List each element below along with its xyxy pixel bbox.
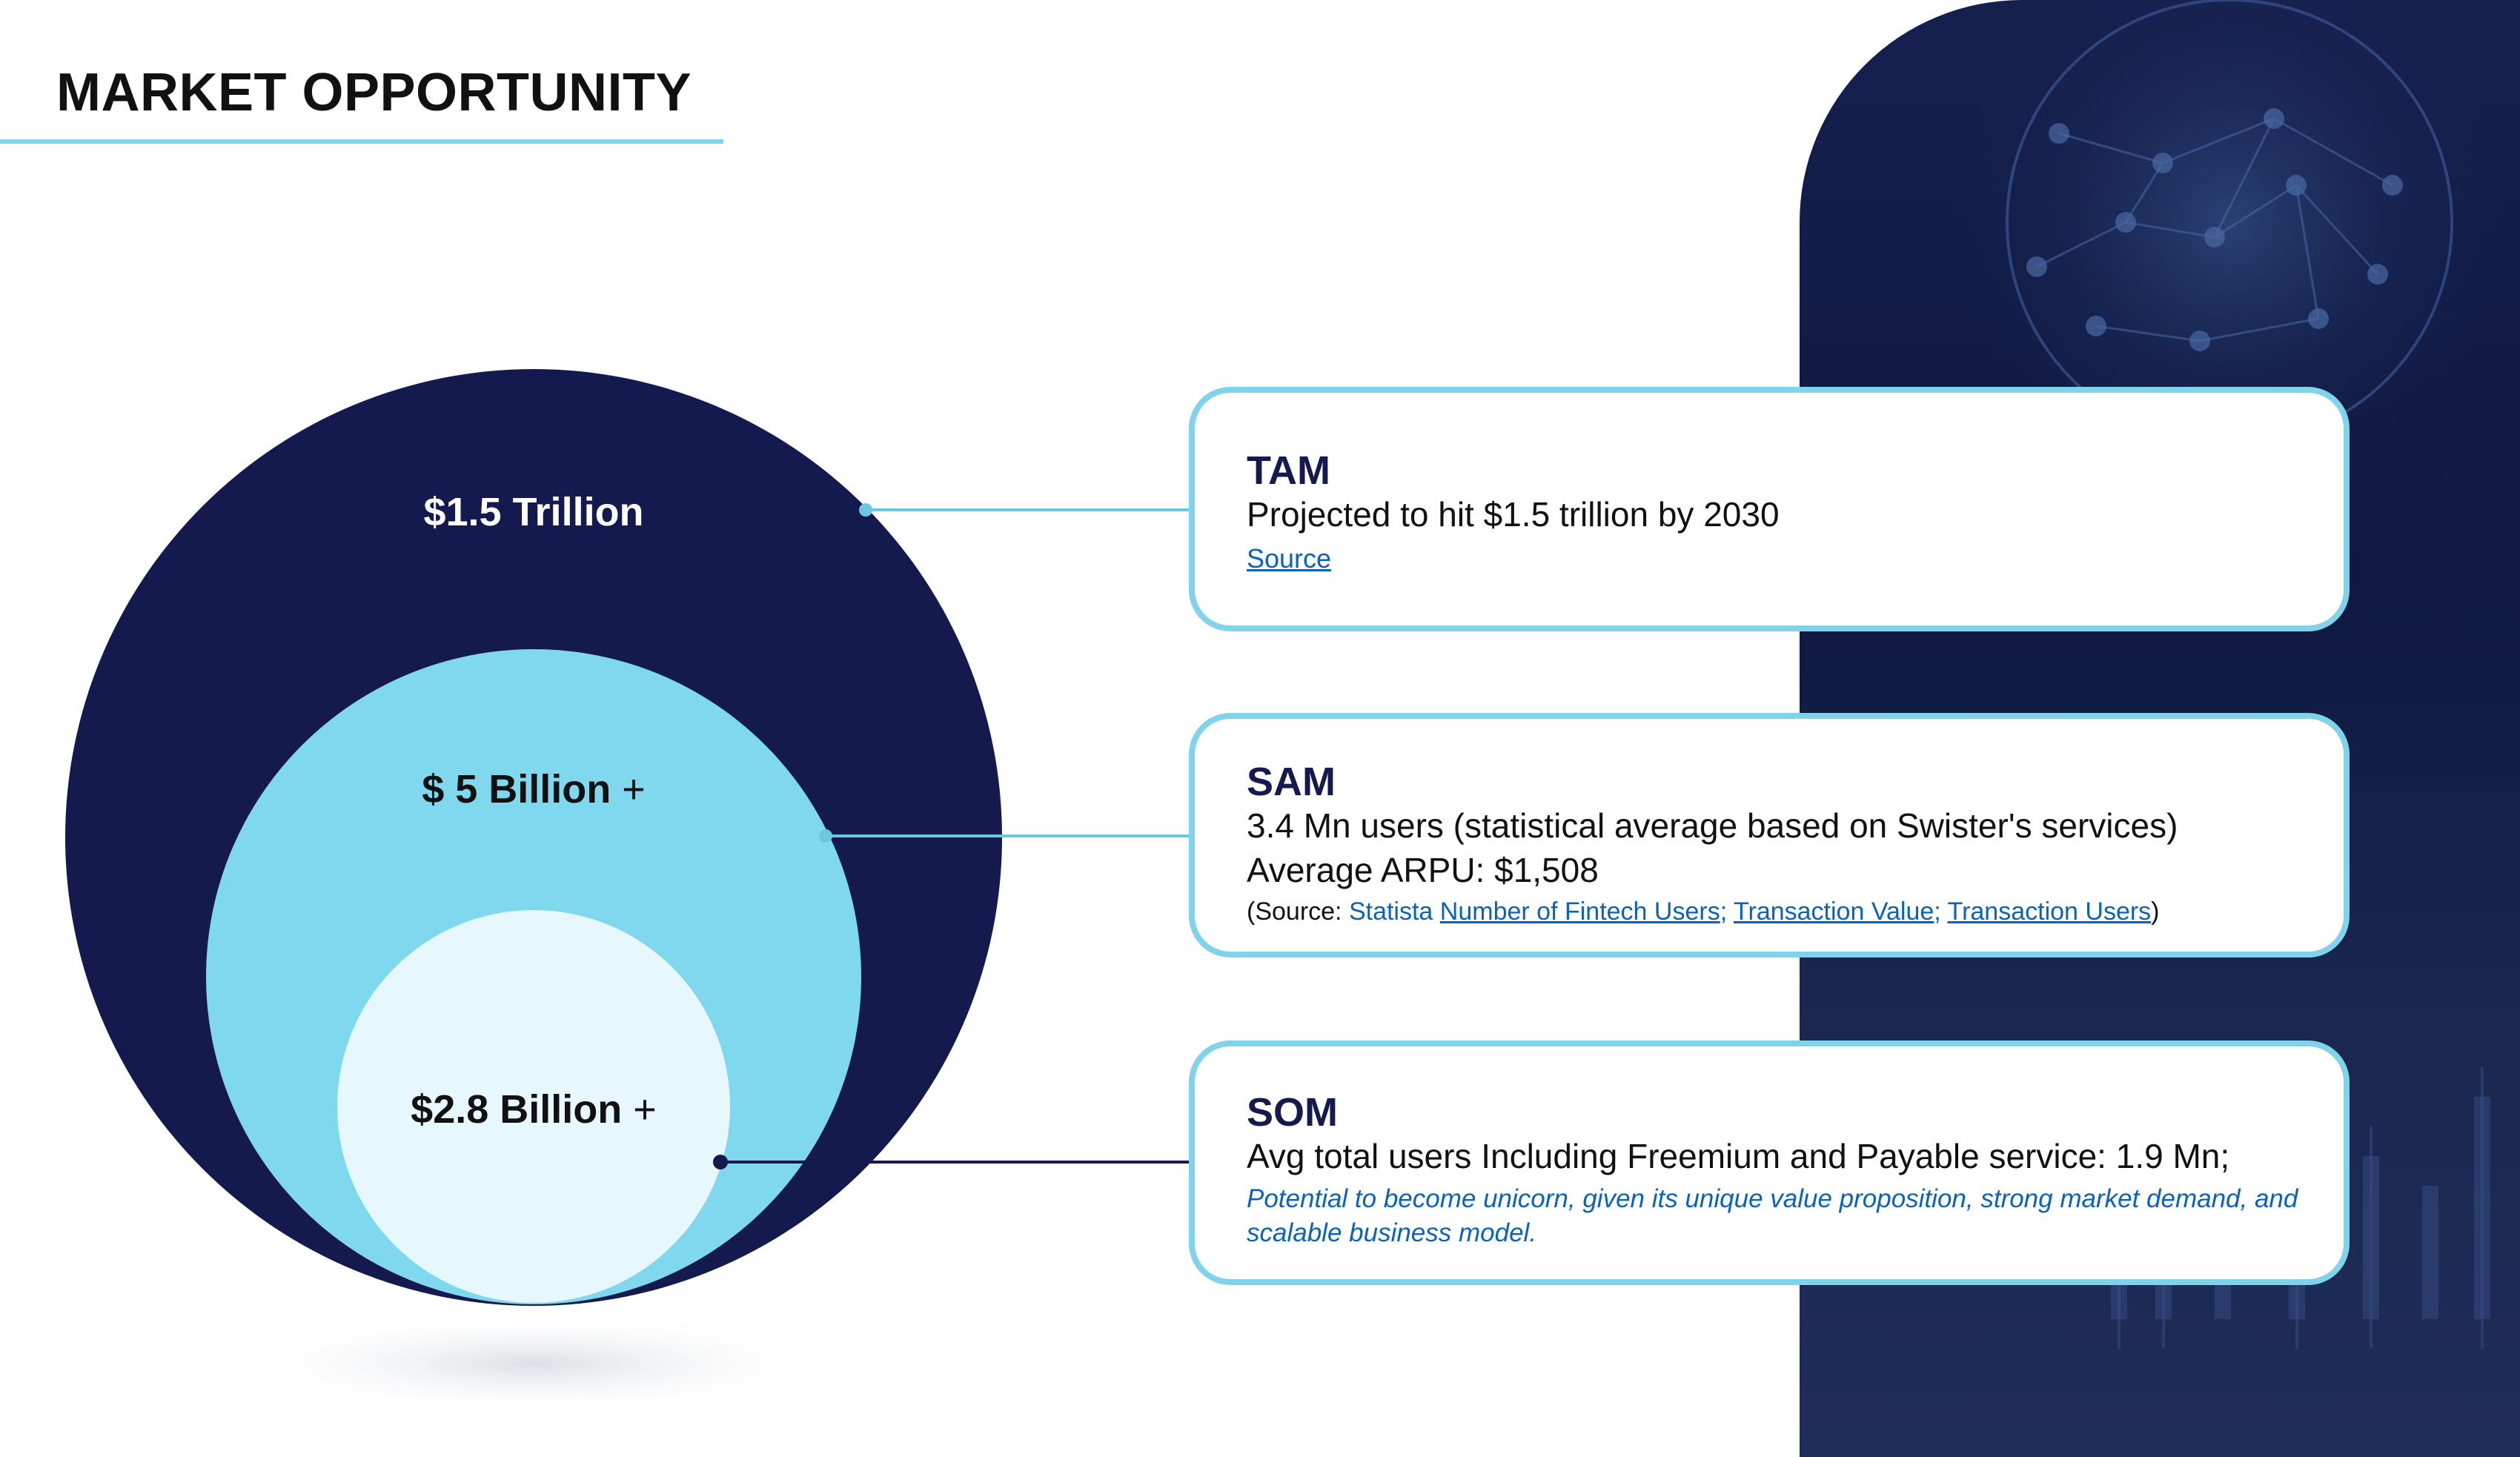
tam-value-label xyxy=(348,489,719,535)
sam-card-users: 3.4 Mn users (statistical average based on Swister's services) xyxy=(1247,806,2178,846)
sam-card-arpu: Average ARPU: $1,508 xyxy=(1247,851,1599,890)
page-title: MARKET OPPORTUNITY xyxy=(56,63,692,122)
tam-card-description: Projected to hit $1.5 trillion by 2030 xyxy=(1247,495,1780,534)
sam-plus: + xyxy=(622,767,646,812)
sam-card-title: SAM xyxy=(1247,760,1336,804)
sam-connector-dot xyxy=(819,829,832,843)
tam-source-link[interactable]: Source xyxy=(1247,543,1332,574)
sam-value: $ 5 Billion xyxy=(422,767,611,812)
som-connector-dot xyxy=(713,1155,728,1169)
circle-shadow xyxy=(222,1312,845,1415)
som-card xyxy=(1189,1041,2350,1285)
tam-value: $1.5 Trillion xyxy=(423,490,644,534)
som-card-note: Potential to become unicorn, given its unique value proposition, strong market demand, and scalable business model. xyxy=(1247,1184,2298,1247)
sam-value-label xyxy=(348,766,719,812)
transaction-value-link[interactable]: Transaction Value xyxy=(1734,897,1934,926)
som-value-label xyxy=(348,1086,719,1132)
som-card-users: Avg total users Including Freemium and Payable service: 1.9 Mn; xyxy=(1247,1137,2230,1176)
fintech-users-link[interactable]: Number of Fintech Users xyxy=(1439,897,1720,926)
transaction-users-link[interactable]: Transaction Users xyxy=(1947,897,2152,926)
source-separator: ; xyxy=(1720,897,1728,926)
tam-card-title: TAM xyxy=(1247,448,1330,493)
tam-card xyxy=(1189,387,2350,631)
statista-label: Statista xyxy=(1348,897,1433,926)
tam-connector-dot xyxy=(859,503,872,517)
sam-source-prefix: (Source: xyxy=(1247,897,1349,926)
som-plus: + xyxy=(633,1087,657,1132)
sam-card xyxy=(1189,713,2350,957)
source-separator: ; xyxy=(1934,897,1941,926)
som-card-title: SOM xyxy=(1247,1090,1339,1135)
som-value: $2.8 Billion xyxy=(411,1087,623,1132)
sam-source-suffix: ) xyxy=(2151,897,2160,926)
sam-card-sources xyxy=(1247,893,2314,931)
